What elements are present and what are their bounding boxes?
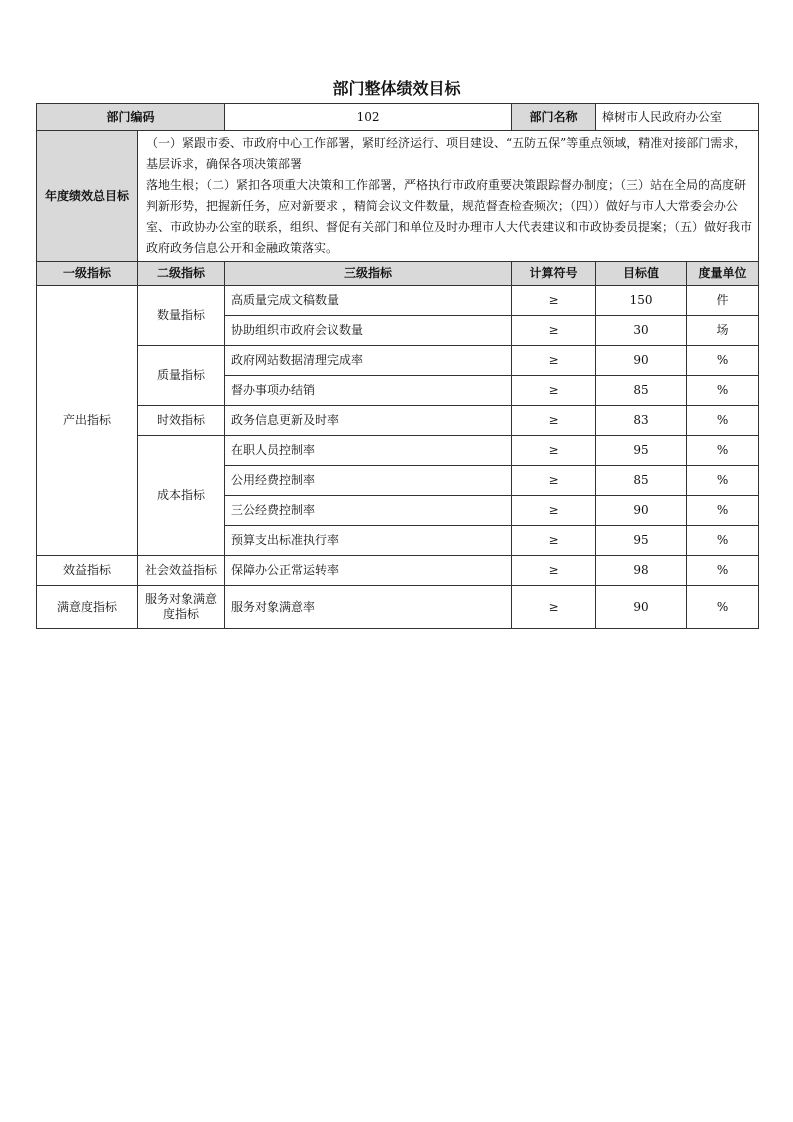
indicator-cell: 公用经费控制率 <box>225 466 512 496</box>
col-symbol: 计算符号 <box>512 262 596 286</box>
unit-cell: % <box>687 586 759 629</box>
target-cell: 90 <box>596 586 687 629</box>
indicator-cell: 三公经费控制率 <box>225 496 512 526</box>
unit-cell: % <box>687 346 759 376</box>
goal-line: 落地生根；（二）紧扣各项重大决策和工作部署，严格执行市政府重要决策跟踪督办制度；（三）站在全局的高度研 <box>146 178 747 192</box>
indicator-cell: 督办事项办结销 <box>225 376 512 406</box>
unit-cell: % <box>687 496 759 526</box>
indicator-cell: 预算支出标准执行率 <box>225 526 512 556</box>
indicator-cell: 服务对象满意率 <box>225 586 512 629</box>
unit-cell: % <box>687 376 759 406</box>
symbol-cell: ≥ <box>512 436 596 466</box>
target-cell: 85 <box>596 466 687 496</box>
symbol-cell: ≥ <box>512 346 596 376</box>
indicator-cell: 高质量完成文稿数量 <box>225 286 512 316</box>
goal-line: （一）紧跟市委、市政府中心工作部署，紧盯经济运行、项目建设、“五防五保”等重点领域，精准对接部门需求， <box>146 136 747 150</box>
column-header-row <box>37 262 759 286</box>
level2-timeliness: 时效指标 <box>138 406 225 436</box>
indicator-cell: 保障办公正常运转率 <box>225 556 512 586</box>
table-row <box>37 406 759 436</box>
col-target: 目标值 <box>596 262 687 286</box>
target-cell: 85 <box>596 376 687 406</box>
level2-cost: 成本指标 <box>138 436 225 556</box>
target-cell: 95 <box>596 436 687 466</box>
table-row <box>37 286 759 316</box>
target-cell: 90 <box>596 346 687 376</box>
goal-line: 基层诉求，确保各项决策部署 <box>146 157 303 171</box>
symbol-cell: ≥ <box>512 586 596 629</box>
goal-line: 室、市政协办公室的联系，组织、督促有关部门和单位及时办理市人大代表建议和市政协委员提案；（五）做好我市 <box>146 220 753 234</box>
level1-output: 产出指标 <box>37 286 138 556</box>
indicator-cell: 协助组织市政府会议数量 <box>225 316 512 346</box>
symbol-cell: ≥ <box>512 466 596 496</box>
unit-cell: % <box>687 526 759 556</box>
col-level2: 二级指标 <box>138 262 225 286</box>
target-cell: 90 <box>596 496 687 526</box>
unit-cell: 场 <box>687 316 759 346</box>
symbol-cell: ≥ <box>512 376 596 406</box>
dept-code-value: 102 <box>225 104 512 131</box>
unit-cell: % <box>687 436 759 466</box>
dept-name-value: 樟树市人民政府办公室 <box>596 104 759 131</box>
symbol-cell: ≥ <box>512 406 596 436</box>
target-cell: 95 <box>596 526 687 556</box>
unit-cell: % <box>687 556 759 586</box>
goal-line: 判新形势，把握新任务，应对新要求 ，精简会议文件数量，规范督查检查频次；（四））做好与市人大常委会办公 <box>146 199 738 213</box>
annual-goal-row <box>37 131 759 262</box>
annual-goal-text <box>138 131 759 262</box>
target-cell: 83 <box>596 406 687 436</box>
unit-cell: 件 <box>687 286 759 316</box>
level2-social: 社会效益指标 <box>138 556 225 586</box>
target-cell: 30 <box>596 316 687 346</box>
page-title: 部门整体绩效目标 <box>332 79 461 98</box>
dept-info-row <box>37 104 759 131</box>
unit-cell: % <box>687 466 759 496</box>
col-unit: 度量单位 <box>687 262 759 286</box>
symbol-cell: ≥ <box>512 316 596 346</box>
annual-goal-label: 年度绩效总目标 <box>37 131 138 262</box>
indicator-cell: 政务信息更新及时率 <box>225 406 512 436</box>
table-row <box>37 346 759 376</box>
col-level3: 三级指标 <box>225 262 512 286</box>
level1-benefit: 效益指标 <box>37 556 138 586</box>
symbol-cell: ≥ <box>512 286 596 316</box>
unit-cell: % <box>687 406 759 436</box>
goal-line: 政府政务信息公开和金融政策落实。 <box>146 241 339 255</box>
target-cell: 150 <box>596 286 687 316</box>
level2-quantity: 数量指标 <box>138 286 225 346</box>
level1-satisfaction: 满意度指标 <box>37 586 138 629</box>
dept-name-label: 部门名称 <box>512 104 596 131</box>
col-level1: 一级指标 <box>37 262 138 286</box>
level2-quality: 质量指标 <box>138 346 225 406</box>
indicator-cell: 在职人员控制率 <box>225 436 512 466</box>
dept-code-label: 部门编码 <box>37 104 225 131</box>
table-row <box>37 556 759 586</box>
indicator-cell: 政府网站数据清理完成率 <box>225 346 512 376</box>
level2-service: 服务对象满意度指标 <box>138 586 225 629</box>
performance-table <box>36 103 759 629</box>
symbol-cell: ≥ <box>512 556 596 586</box>
table-row <box>37 436 759 466</box>
symbol-cell: ≥ <box>512 526 596 556</box>
table-row <box>37 586 759 629</box>
symbol-cell: ≥ <box>512 496 596 526</box>
target-cell: 98 <box>596 556 687 586</box>
